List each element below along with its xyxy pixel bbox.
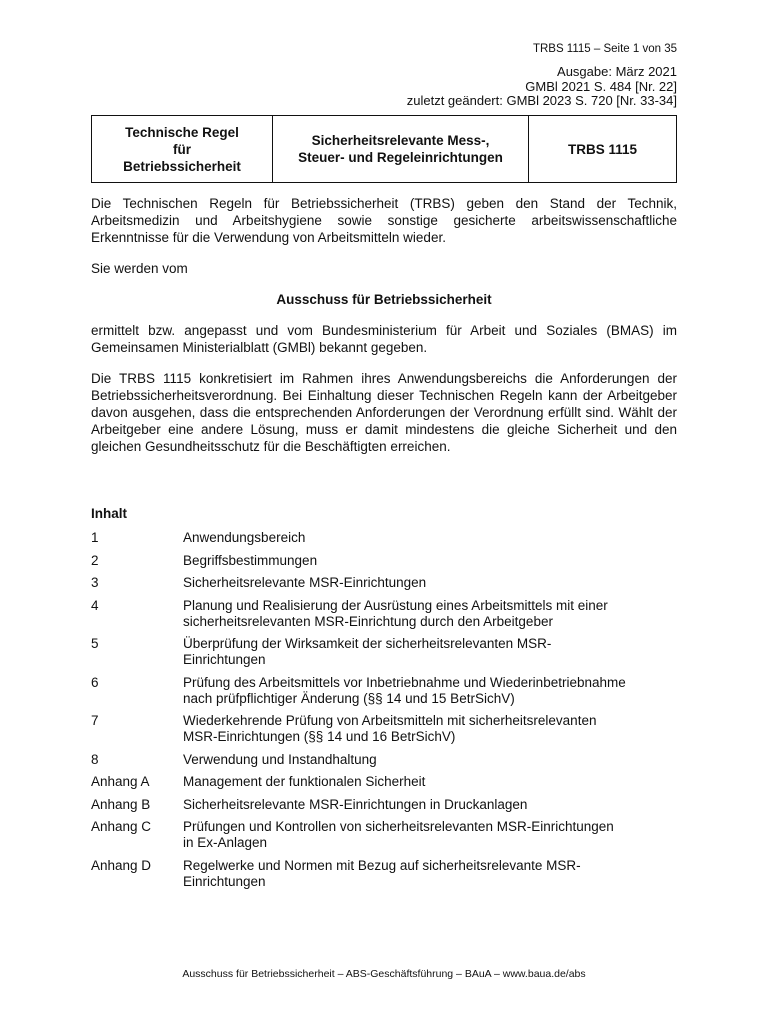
toc-item xyxy=(91,530,677,546)
toc-item-number: 2 xyxy=(91,552,99,568)
table-of-contents xyxy=(91,506,677,896)
intro-paragraph-3: ermittelt bzw. angepasst und vom Bundesministerium für Arbeit und Soziales (BMAS) im Gemeinsamen Ministerialblatt (GMBl) bekannt gegeben. xyxy=(91,323,677,355)
toc-item-text: Prüfungen und Kontrollen von sicherheitsrelevanten MSR-Einrichtungen in Ex-Anlagen xyxy=(183,819,614,850)
title-table xyxy=(91,115,677,183)
title-cell-code: TRBS 1115 xyxy=(529,116,677,183)
toc-item-number: 5 xyxy=(91,636,99,651)
toc-item xyxy=(91,752,677,768)
toc-item-text: Sicherheitsrelevante MSR-Einrichtungen in Druckanlagen xyxy=(183,796,528,812)
toc-item-text: Überprüfung der Wirksamkeit der sicherheitsrelevanten MSR-Einrichtungen xyxy=(183,636,552,667)
page-number: TRBS 1115 – Seite 1 von 35 xyxy=(532,43,677,55)
toc-item-text: Regelwerke und Normen mit Bezug auf sicherheitsrelevante MSR-Einrichtungen xyxy=(183,857,581,889)
edition-publication: GMBl 2021 S. 484 [Nr. 22] xyxy=(525,78,677,94)
toc-title: Inhalt xyxy=(91,506,127,521)
toc-item-number: 3 xyxy=(91,575,99,590)
edition-date: Ausgabe: März 2021 xyxy=(557,64,677,79)
toc-item-text: Sicherheitsrelevante MSR-Einrichtungen xyxy=(183,575,427,590)
toc-item-number: 7 xyxy=(91,713,99,728)
intro-text xyxy=(91,195,677,469)
intro-paragraph-1: Die Technischen Regeln für Betriebssicherheit (TRBS) geben den Stand der Technik, Arbeitsmedizin und Arbeitshygiene sowie sonstige gesicherte arbeitswissenschaftliche Erkenntnisse für die Verwendung von Arbeitsmitteln wieder. xyxy=(91,196,677,245)
toc-item-text: Planung und Realisierung der Ausrüstung eines Arbeitsmittels mit einer sicherheitsrelevanten MSR-Einrichtung durch den Arbeitgeber xyxy=(183,597,608,629)
toc-item-number: 4 xyxy=(91,597,99,613)
toc-item-number: Anhang D xyxy=(91,857,152,873)
page-footer: Ausschuss für Betriebssicherheit – ABS-Geschäftsführung – BAuA – www.baua.de/abs xyxy=(182,968,586,980)
toc-item-number: Anhang C xyxy=(91,819,152,834)
toc-item xyxy=(91,797,677,813)
toc-item-text: Begriffsbestimmungen xyxy=(183,552,318,568)
title-cell-subject: Sicherheitsrelevante Mess-, Steuer- und Regeleinrichtungen xyxy=(273,116,529,183)
toc-item-text: Prüfung des Arbeitsmittels vor Inbetriebnahme und Wiederinbetriebnahme nach prüfpflichtiger Änderung (§§ 14 und 15 BetrSichV) xyxy=(183,674,626,706)
toc-item xyxy=(91,858,677,890)
toc-item-number: 8 xyxy=(91,751,99,767)
toc-item xyxy=(91,598,677,630)
toc-item-text: Verwendung und Instandhaltung xyxy=(183,751,377,767)
toc-item xyxy=(91,713,677,745)
edition-last-change: zuletzt geändert: GMBl 2023 S. 720 [Nr. 33-34] xyxy=(406,93,677,108)
toc-item-number: Anhang A xyxy=(91,774,150,789)
toc-item-text: Anwendungsbereich xyxy=(183,530,306,545)
toc-item xyxy=(91,819,677,851)
toc-item xyxy=(91,636,677,668)
intro-paragraph-2: Sie werden vom xyxy=(91,261,188,276)
toc-item-text: Wiederkehrende Prüfung von Arbeitsmitteln mit sicherheitsrelevanten MSR-Einrichtungen (§§ 14 und 16 BetrSichV) xyxy=(183,713,597,744)
toc-item xyxy=(91,774,677,790)
toc-item-number: 6 xyxy=(91,674,99,690)
title-cell-rule-type: Technische Regel für Betriebssicherheit xyxy=(92,116,273,183)
toc-item-number: 1 xyxy=(91,530,99,545)
toc-item-number: Anhang B xyxy=(91,796,151,812)
edition-info xyxy=(407,65,677,109)
toc-item xyxy=(91,553,677,569)
toc-item-text: Management der funktionalen Sicherheit xyxy=(183,774,426,789)
intro-paragraph-4: Die TRBS 1115 konkretisiert im Rahmen ihres Anwendungsbereichs die Anforderungen der Betriebssicherheitsverordnung. Bei Einhaltung dieser Technischen Regeln kann der Arbeitgeber davon ausgehen, dass die entsprechenden Anforderungen der Verordnung erfüllt sind. Wählt der Arbeitgeber eine andere Lösung, muss er damit mindestens die gleiche Sicherheit und den gleichen Gesundheitsschutz für die Beschäftigten erreichen. xyxy=(91,371,677,454)
committee-name: Ausschuss für Betriebssicherheit xyxy=(276,292,492,307)
toc-item xyxy=(91,575,677,591)
toc-item xyxy=(91,675,677,707)
